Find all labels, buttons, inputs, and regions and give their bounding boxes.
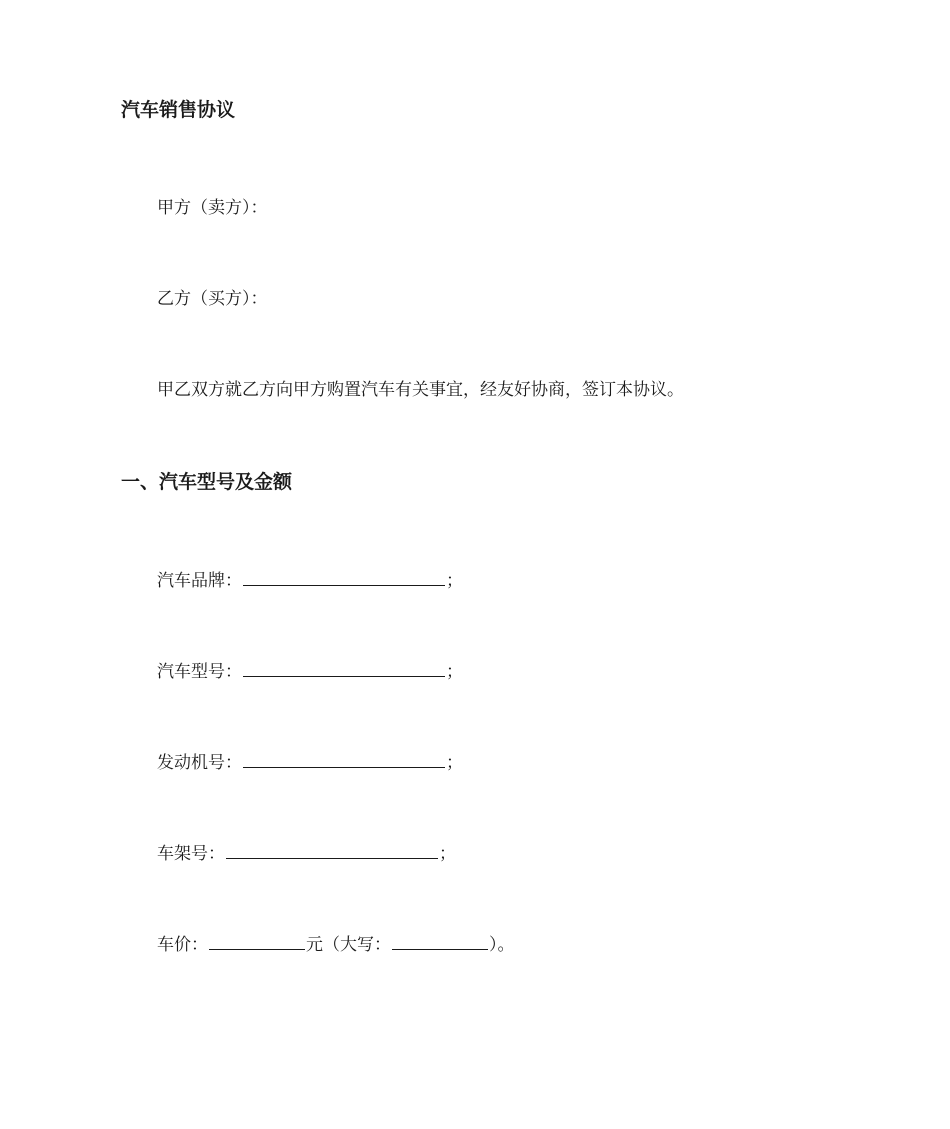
model-label: 汽车型号： [157, 662, 242, 682]
engine-field [157, 750, 463, 774]
frame-blank [226, 841, 438, 859]
brand-terminator: ； [446, 571, 463, 591]
frame-label: 车架号： [157, 844, 225, 864]
party-a-line: 甲方（卖方）： [157, 198, 268, 218]
brand-field [157, 568, 463, 592]
brand-label: 汽车品牌： [157, 571, 242, 591]
frame-field [157, 841, 456, 865]
price-end: ）。 [489, 935, 515, 955]
brand-blank [243, 568, 445, 586]
model-terminator: ； [446, 662, 463, 682]
engine-terminator: ； [446, 753, 463, 773]
engine-blank [243, 750, 445, 768]
engine-label: 发动机号： [157, 753, 242, 773]
model-field [157, 659, 463, 683]
price-blank [209, 932, 305, 950]
intro-paragraph: 甲乙双方就乙方向甲方购置汽车有关事宜，经友好协商，签订本协议。 [157, 380, 684, 400]
frame-terminator: ； [439, 844, 456, 864]
party-b-line: 乙方（买方）： [157, 289, 268, 309]
price-label: 车价： [157, 935, 208, 955]
section-1-heading: 一、汽车型号及金额 [121, 471, 293, 493]
document-title: 汽车销售协议 [121, 99, 236, 121]
price-field [157, 932, 515, 956]
price-capital-blank [392, 932, 488, 950]
model-blank [243, 659, 445, 677]
price-unit: 元（大写： [306, 935, 391, 955]
